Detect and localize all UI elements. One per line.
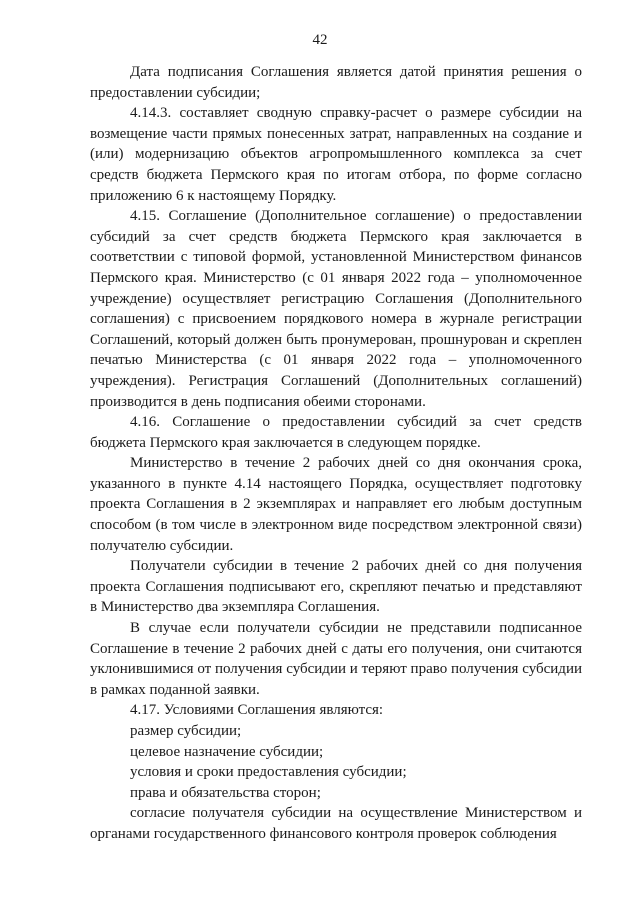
condition-item: размер субсидии; [130, 723, 242, 739]
condition-item: условия и сроки предоставления субсидии; [130, 764, 407, 781]
paragraph-evasion: В случае если получатели субсидии не представили подписанное Соглашение в течение 2 рабочих дней с даты его получения, они считаются уклонившимися от получения субсидии и теряют право получения субсидии в рамках поданной заявки. [90, 620, 582, 698]
condition-item: права и обязательства сторон; [130, 784, 321, 801]
paragraph-signing-date: Дата подписания Соглашения является датой принятия решения о предоставлении субсидии; [90, 64, 582, 101]
paragraph-4-14-3: 4.14.3. составляет сводную справку-расчет о размере субсидии на возмещение части прямых понесенных затрат, направленных на создание и (или) модернизацию объектов агропромышленного комплекса за счет средств бюджета Пермского края по итогам отбора, по форме согласно приложению 6 к настоящему Порядку. [90, 105, 582, 204]
paragraph-4-16: 4.16. Соглашение о предоставлении субсидий за счет средств бюджета Пермского края заключается в следующем порядке. [90, 414, 582, 451]
paragraph-ministry-procedure: Министерство в течение 2 рабочих дней со дня окончания срока, указанного в пункте 4.14 настоящего Порядка, осуществляет подготовку проекта Соглашения в 2 экземплярах и направляет его любым доступным способом (в том числе в электронном виде посредством электронной связи) получателю субсидии. [90, 455, 582, 554]
paragraph-4-17: 4.17. Условиями Соглашения являются: [130, 702, 384, 719]
paragraph-consent: согласие получателя субсидии на осуществление Министерством и органами государственного финансового контроля проверок соблюдения [90, 805, 582, 842]
paragraph-4-15: 4.15. Соглашение (Дополнительное соглашение) о предоставлении субсидий за счет средств бюджета Пермского края заключается в соответствии с типовой формой, установленной Министерством финансов Пермского края. Министерство (с 01 января 2022 года – уполномоченное учреждение) осуществляет регистрацию Соглашения (Дополнительного соглашения) с присвоением порядкового номера в журнале регистрации Соглашений, который должен быть пронумерован, прошнурован и скреплен печатью Министерства (с 01 января 2022 года – уполномоченного учреждения). Регистрация Соглашений (Дополнительных соглашений) производится в день подписания обеими сторонами. [90, 208, 582, 410]
document-body [90, 62, 582, 845]
condition-item: целевое назначение субсидии; [130, 743, 324, 760]
page-number: 42 [312, 32, 328, 48]
paragraph-recipients-sign: Получатели субсидии в течение 2 рабочих дней со дня получения проекта Соглашения подписывают его, скрепляют печатью и представляют в Министерство два экземпляра Соглашения. [90, 558, 582, 616]
